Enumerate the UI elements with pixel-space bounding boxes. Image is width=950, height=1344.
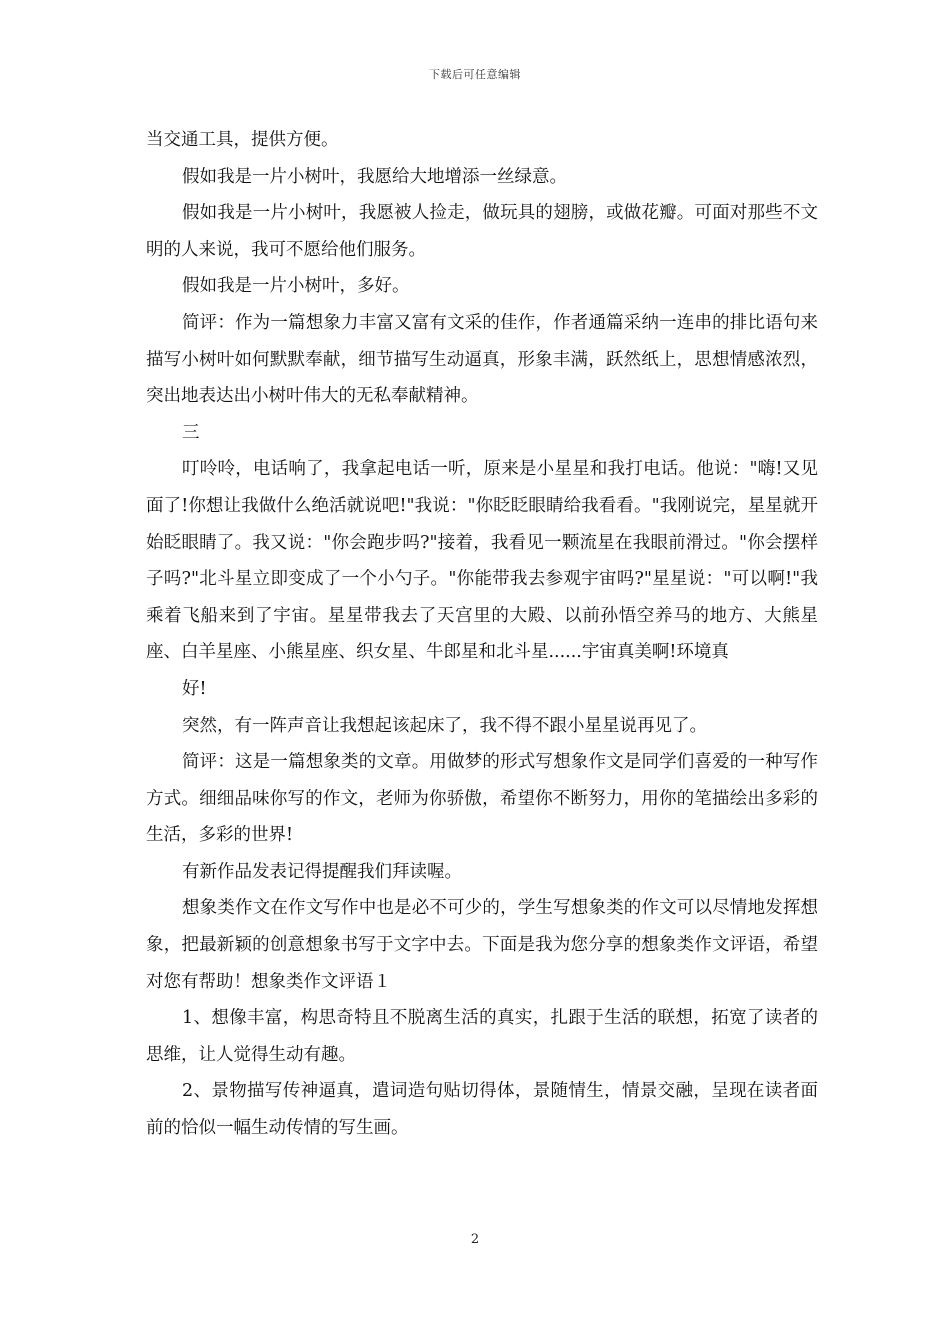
list-item: 1、想像丰富，构思奇特且不脱离生活的真实，扎跟于生活的联想，拓宽了读者的思维，让人觉得生动有趣。 <box>146 1008 818 1065</box>
paragraph: 突然，有一阵声音让我想起该起床了，我不得不跟小星星说再见了。 <box>182 715 707 736</box>
paragraph: 假如我是一片小树叶，我愿被人捡走，做玩具的翅膀，或做花瓣。可面对那些不文明的人来说，我可不愿给他们服务。 <box>146 203 818 260</box>
section-heading: 三 <box>182 422 200 443</box>
paragraph: 假如我是一片小树叶，我愿给大地增添一丝绿意。 <box>182 166 567 187</box>
paragraph: 叮呤呤，电话响了，我拿起电话一听，原来是小星星和我打电话。他说："嗨!又见面了!你想让我做什么绝活就说吧!"我说："你眨眨眼睛给我看看。"我刚说完，星星就开始眨眼睛了。我又说："你会跑步吗?"接着，我看见一颗流星在我眼前滑过。"你会摆样子吗?"北斗星立即变成了一个小勺子。"你能带我去参观宇宙吗?"星星说："可以啊!"我乘着飞船来到了宇宙。星星带我去了天宫里的大殿、以前孙悟空养马的地方、大熊星座、白羊星座、小熊星座、织女星、牛郎星和北斗星......宇宙真美啊!环境真 <box>146 459 818 663</box>
page-header: 下载后可任意编辑 <box>429 68 521 81</box>
paragraph: 想象类作文在作文写作中也是必不可少的，学生写想象类的作文可以尽情地发挥想象，把最新颖的创意想象书写于文字中去。下面是我为您分享的想象类作文评语，希望对您有帮助！想象类作文评语１ <box>146 898 818 992</box>
page-number: 2 <box>470 1232 480 1247</box>
paragraph: 好! <box>182 678 207 699</box>
document-body <box>146 122 818 1147</box>
paragraph: 有新作品发表记得提醒我们拜读喔。 <box>182 861 462 882</box>
review-paragraph: 简评：这是一篇想象类的文章。用做梦的形式写想象作文是同学们喜爱的一种写作方式。细细品味你写的作文，老师为你骄傲，希望你不断努力，用你的笔描绘出多彩的生活，多彩的世界! <box>146 752 818 846</box>
paragraph: 当交通工具，提供方便。 <box>146 130 339 150</box>
list-item: 2、景物描写传神逼真，遣词造句贴切得体，景随情生，情景交融，呈现在读者面前的恰似一幅生动传情的写生画。 <box>146 1081 818 1139</box>
paragraph: 假如我是一片小树叶，多好。 <box>182 276 410 297</box>
review-paragraph: 简评：作为一篇想象力丰富又富有文采的佳作，作者通篇采纳一连串的排比语句来描写小树叶如何默默奉献，细节描写生动逼真，形象丰满，跃然纸上，思想情感浓烈，突出地表达出小树叶伟大的无私奉献精神。 <box>146 312 818 407</box>
